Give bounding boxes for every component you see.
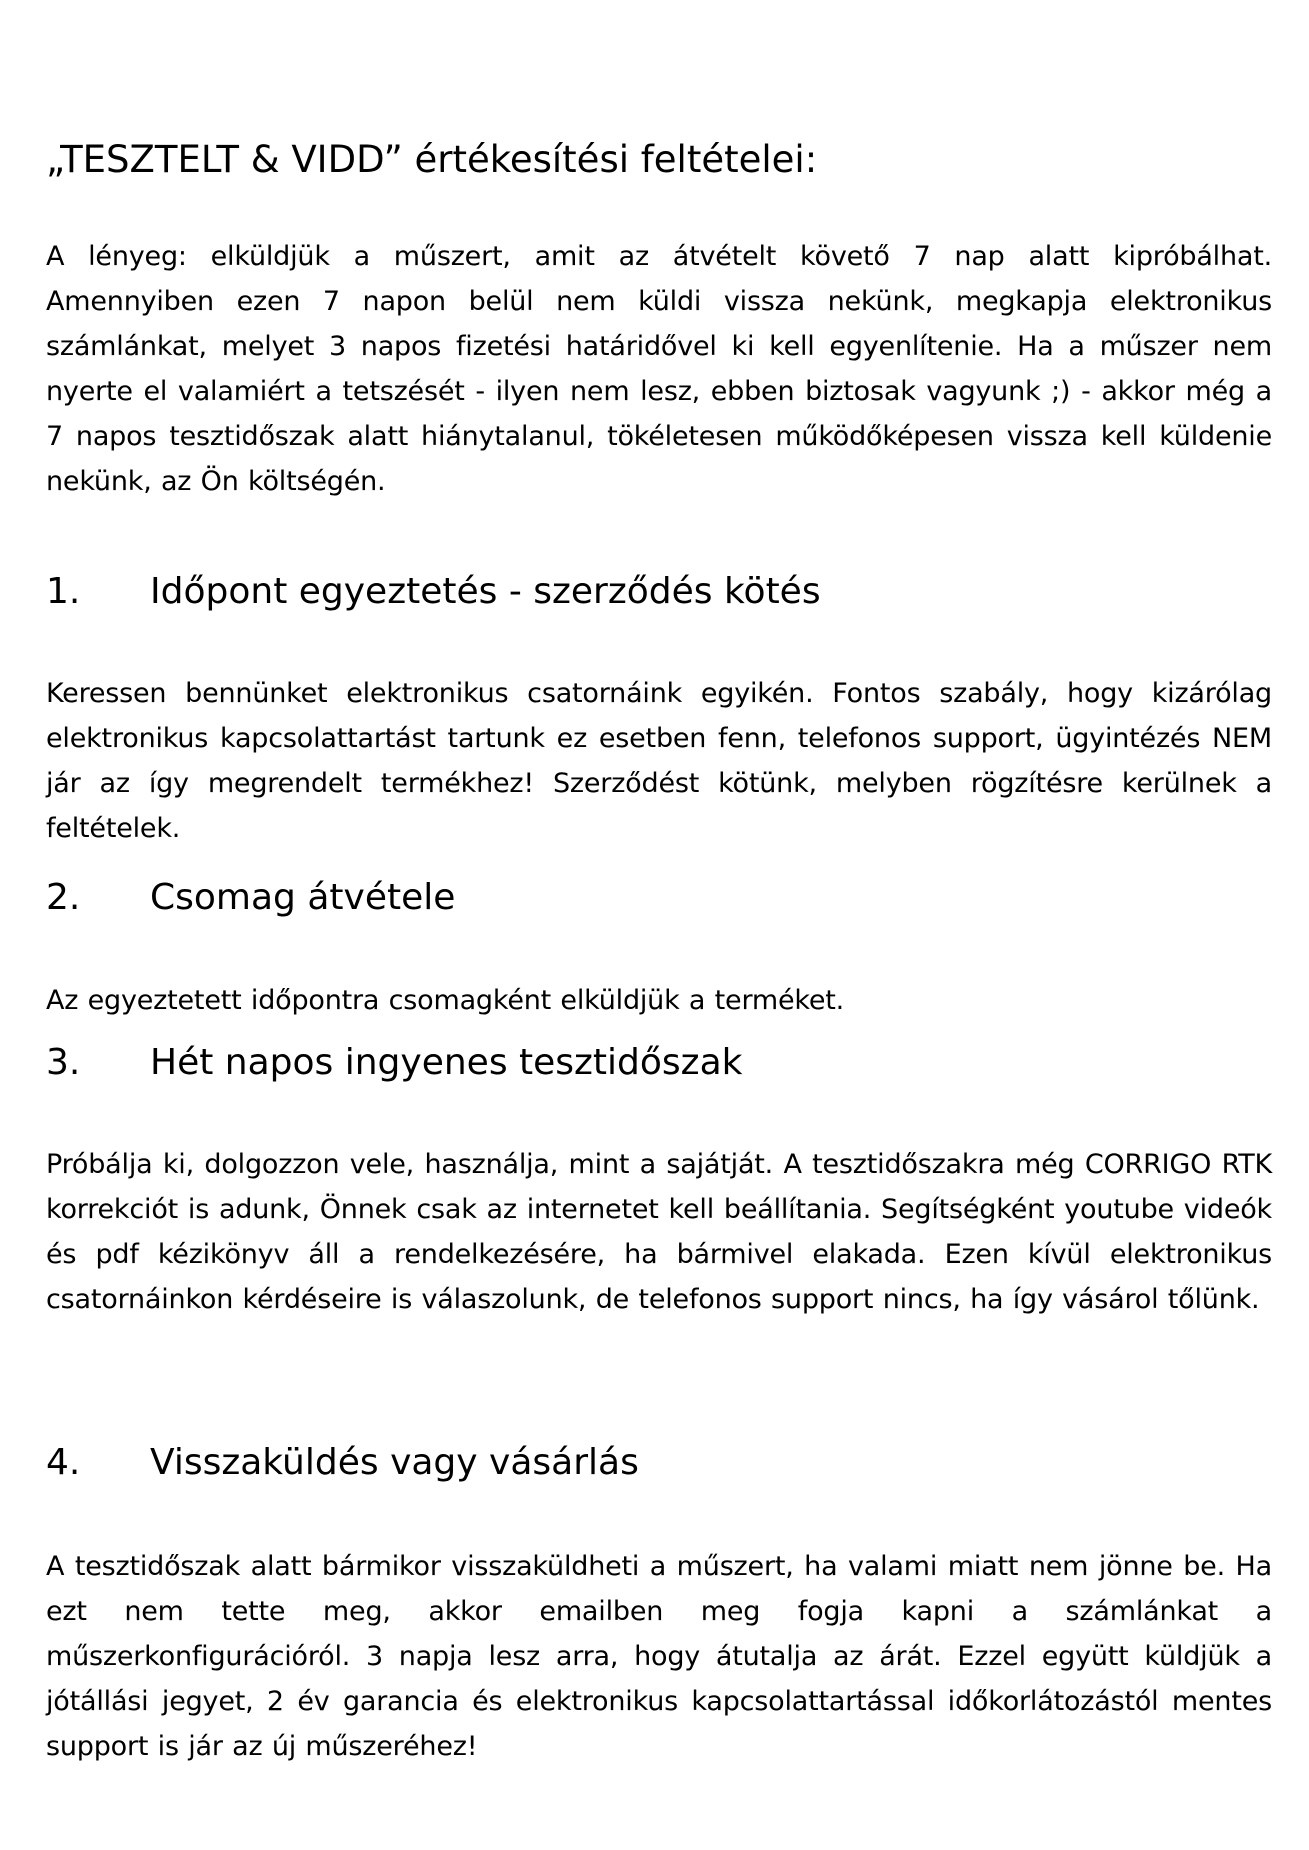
section-number: 4. (46, 1442, 81, 1483)
section-number: 2. (46, 877, 81, 918)
intro-paragraph: A lényeg: elküldjük a műszert, amit az átvételt követő 7 nap alatt kipróbálhat. Amennyiben ezen 7 napon belül nem küldi vissza nekünk, megkapja elektronikus számlánkat, melyet 3 napos fizetési határidővel ki kell egyenlítenie. Ha a műszer nem nyerte el valamiért a tetszését - ilyen nem lesz, ebben biztosak vagyunk ;) - akkor még a 7 napos tesztidőszak alatt hiánytalanul, tökéletesen működőképesen vissza kell küldenie nekünk, az Ön költségén. (46, 241, 1272, 497)
section-body-2: Az egyeztetett időpontra csomagként elküldjük a terméket. (46, 985, 845, 1016)
document-title: „TESZTELT & VIDD” értékesítési feltételei: (46, 137, 818, 181)
section-heading-2 (46, 875, 455, 921)
section-title: Visszaküldés vagy vásárlás (150, 1442, 639, 1483)
section-title: Hét napos ingyenes tesztidőszak (150, 1042, 743, 1083)
section-body-1: Keressen bennünket elektronikus csatornáink egyikén. Fontos szabály, hogy kizárólag elektronikus kapcsolattartást tartunk ez esetben fenn, telefonos support, ügyintézés NEM jár az így megrendelt termékhez! Szerződést kötünk, melyben rögzítésre kerülnek a feltételek. (46, 678, 1272, 844)
section-title: Csomag átvétele (150, 877, 456, 918)
section-title: Időpont egyeztetés - szerződés kötés (150, 571, 821, 612)
section-heading-4 (46, 1440, 639, 1486)
section-body-3: Próbálja ki, dolgozzon vele, használja, mint a sajátját. A tesztidőszakra még CORRIGO RTK korrekciót is adunk, Önnek csak az internetet kell beállítania. Segítségként youtube videók és pdf kézikönyv áll a rendelkezésére, ha bármivel elakada. Ezen kívül elektronikus csatornáinkon kérdéseire is válaszolunk, de telefonos support nincs, ha így vásárol tőlünk. (46, 1149, 1272, 1315)
section-heading-3 (46, 1040, 743, 1086)
section-number: 1. (46, 571, 81, 612)
section-heading-1 (46, 569, 821, 615)
section-number: 3. (46, 1042, 81, 1083)
section-body-4: A tesztidőszak alatt bármikor visszaküldheti a műszert, ha valami miatt nem jönne be. Ha ezt nem tette meg, akkor emailben meg fogja kapni a számlánkat a műszerkonfigurációról. 3 napja lesz arra, hogy átutalja az árát. Ezzel együtt küldjük a jótállási jegyet, 2 év garancia és elektronikus kapcsolattartással időkorlátozástól mentes support is jár az új műszeréhez! (46, 1551, 1272, 1762)
